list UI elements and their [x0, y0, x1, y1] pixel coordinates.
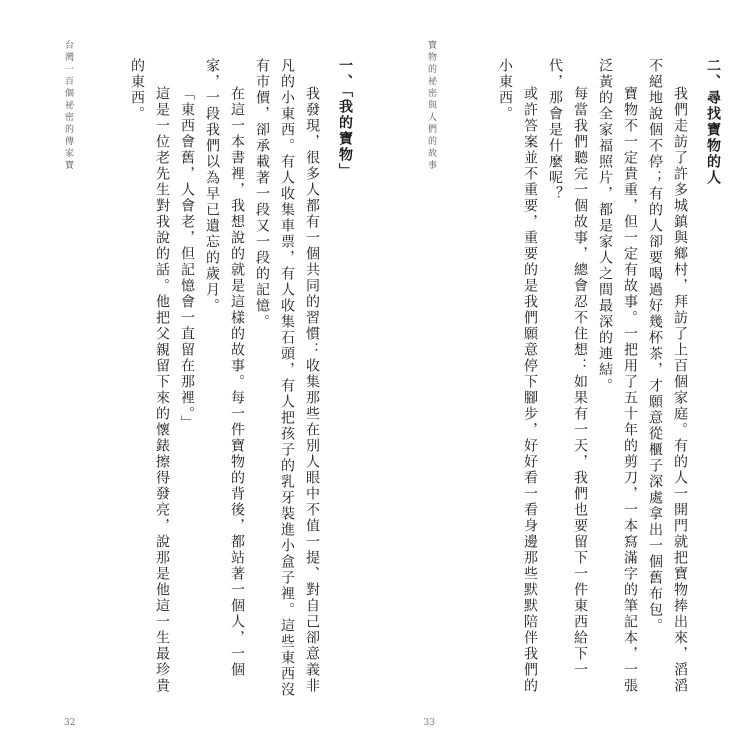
paragraph: 每當我們聽完一個故事，總會忍不住想：如果有一天，我們也要留下一件東西給下一代，那會是什麼呢？ [547, 58, 588, 678]
body-text [453, 58, 733, 708]
paragraph: 我發現，很多人都有一個共同的習慣：收集那些在別人眼中不值一提、對自己卻意義非凡的小東西。有人收集車票，有人收集石頭，有人把孩子的乳牙裝進小盒子裡。這些東西沒有市價，卻承載著一段又一段的記憶。 [254, 58, 320, 698]
section-heading: 一、「我的寶物」 [337, 58, 353, 179]
body-text [90, 58, 365, 708]
paragraph: 或許答案並不重要，重要的是我們願意停下腳步，好好看一看身邊那些默默陪伴我們的小東西。 [497, 58, 538, 694]
section-heading: 二、尋找寶物的人 [705, 58, 721, 186]
paragraph: 這是一位老先生對我說的話。他把父親留下來的懷錶擦得發亮，說那是他這一生最珍貴的東西。 [129, 58, 170, 694]
running-head: 台灣一百個祕密的傳家寶 [63, 40, 73, 172]
paragraph: 寶物不一定貴重，但一定有故事。一把用了五十年的剪刀，一本寫滿字的筆記本，一張泛黃的全家福照片，都是家人之間最深的連結。 [597, 58, 638, 694]
paragraph: 我們走訪了許多城鎮與鄉村，拜訪了上百個家庭。有的人一開門就把寶物捧出來，滔滔不絕地說個不停；有的人卻要喝過好幾杯茶，才願意從櫃子深處拿出一個舊布包。 [647, 58, 688, 694]
page-number: 32 [64, 718, 76, 728]
running-head: 寶物的祕密與人們的故事 [426, 40, 436, 172]
quote: 「東西會舊，人會老，但記憶會一直留在那裡。」 [179, 86, 195, 431]
paragraph: 在這一本書裡，我想說的就是這樣的故事。每一件寶物的背後，都站著一個人，一個家，一段我們以為早已遺忘的歲月。 [204, 58, 245, 678]
right-page [375, 0, 750, 750]
page-number: 33 [423, 718, 435, 728]
